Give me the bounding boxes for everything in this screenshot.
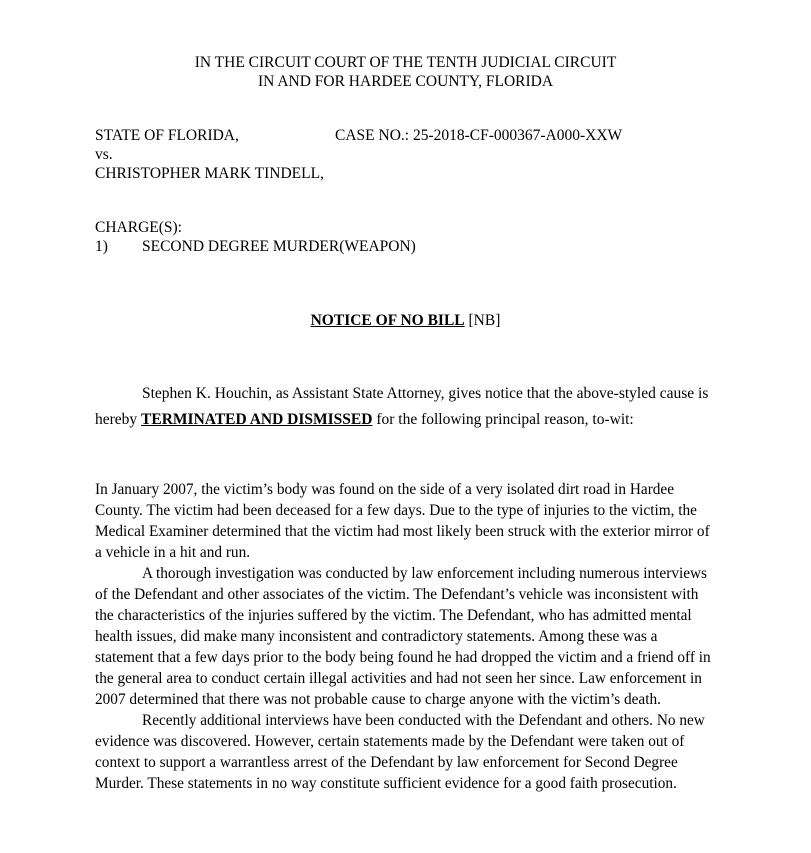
intro-emphasis: TERMINATED AND DISMISSED [141, 411, 373, 428]
charge-item [95, 237, 775, 256]
body-paragraph-3: Recently additional interviews have been conducted with the Defendant and others. No new evidence was discovered. However, certain statements made by the Defendant were taken out of context to support a warrantless arrest of the Defendant by law enforcement for Second Degree Murder. These statements in no way constitute sufficient evidence for a good faith prosecution. [95, 712, 705, 792]
notice-title [0, 310, 811, 331]
charge-text: SECOND DEGREE MURDER(WEAPON) [142, 238, 416, 255]
court-header [0, 53, 811, 91]
body-paragraph-1: In January 2007, the victim’s body was found on the side of a very isolated dirt road in Hardee County. The victim had been deceased for a few days. Due to the type of injuries to the victim, the Medical Examiner determined that the victim had most likely been struck with the exterior mirror of a vehicle in a hit and run. [95, 481, 710, 561]
defendant-name: CHRISTOPHER MARK TINDELL, [95, 165, 324, 182]
court-header-line-2: IN AND FOR HARDEE COUNTY, FLORIDA [257, 73, 554, 90]
intro-paragraph [95, 381, 720, 433]
notice-title-text: NOTICE OF NO BILL [310, 312, 465, 329]
charges-heading: CHARGE(S): [95, 219, 182, 236]
body-paragraph-2: A thorough investigation was conducted by law enforcement including numerous interviews of the Defendant and other associates of the victim. The Defendant’s vehicle was inconsistent with the characteristics of the injuries suffered by the victim. The Defendant, who has admitted mental health issues, did make many inconsistent and contradictory statements. Among these was a statement that a few days prior to the body being found he had dropped the victim and a friend off in the general area to conduct certain illegal activities and had not seen her since. Law enforcement in 2007 determined that there was not probable cause to charge anyone with the victim’s death. [95, 565, 711, 708]
charges-section [95, 218, 775, 256]
charge-number: 1) [95, 238, 108, 255]
intro-text-end: for the following principal reason, to-wit: [372, 411, 634, 428]
court-header-line-1: IN THE CIRCUIT COURT OF THE TENTH JUDICIAL CIRCUIT [194, 54, 617, 71]
intro-text-start: Stephen K. Houchin, as Assistant State Attorney, gives notice that the above-styled cause is hereby [95, 385, 709, 428]
versus-label: vs. [95, 146, 113, 163]
body-text [95, 479, 713, 794]
case-number: CASE NO.: 25-2018-CF-000367-A000-XXW [335, 127, 623, 144]
notice-code: [NB] [468, 312, 501, 329]
plaintiff-name: STATE OF FLORIDA, [95, 127, 239, 144]
case-caption [95, 126, 775, 183]
